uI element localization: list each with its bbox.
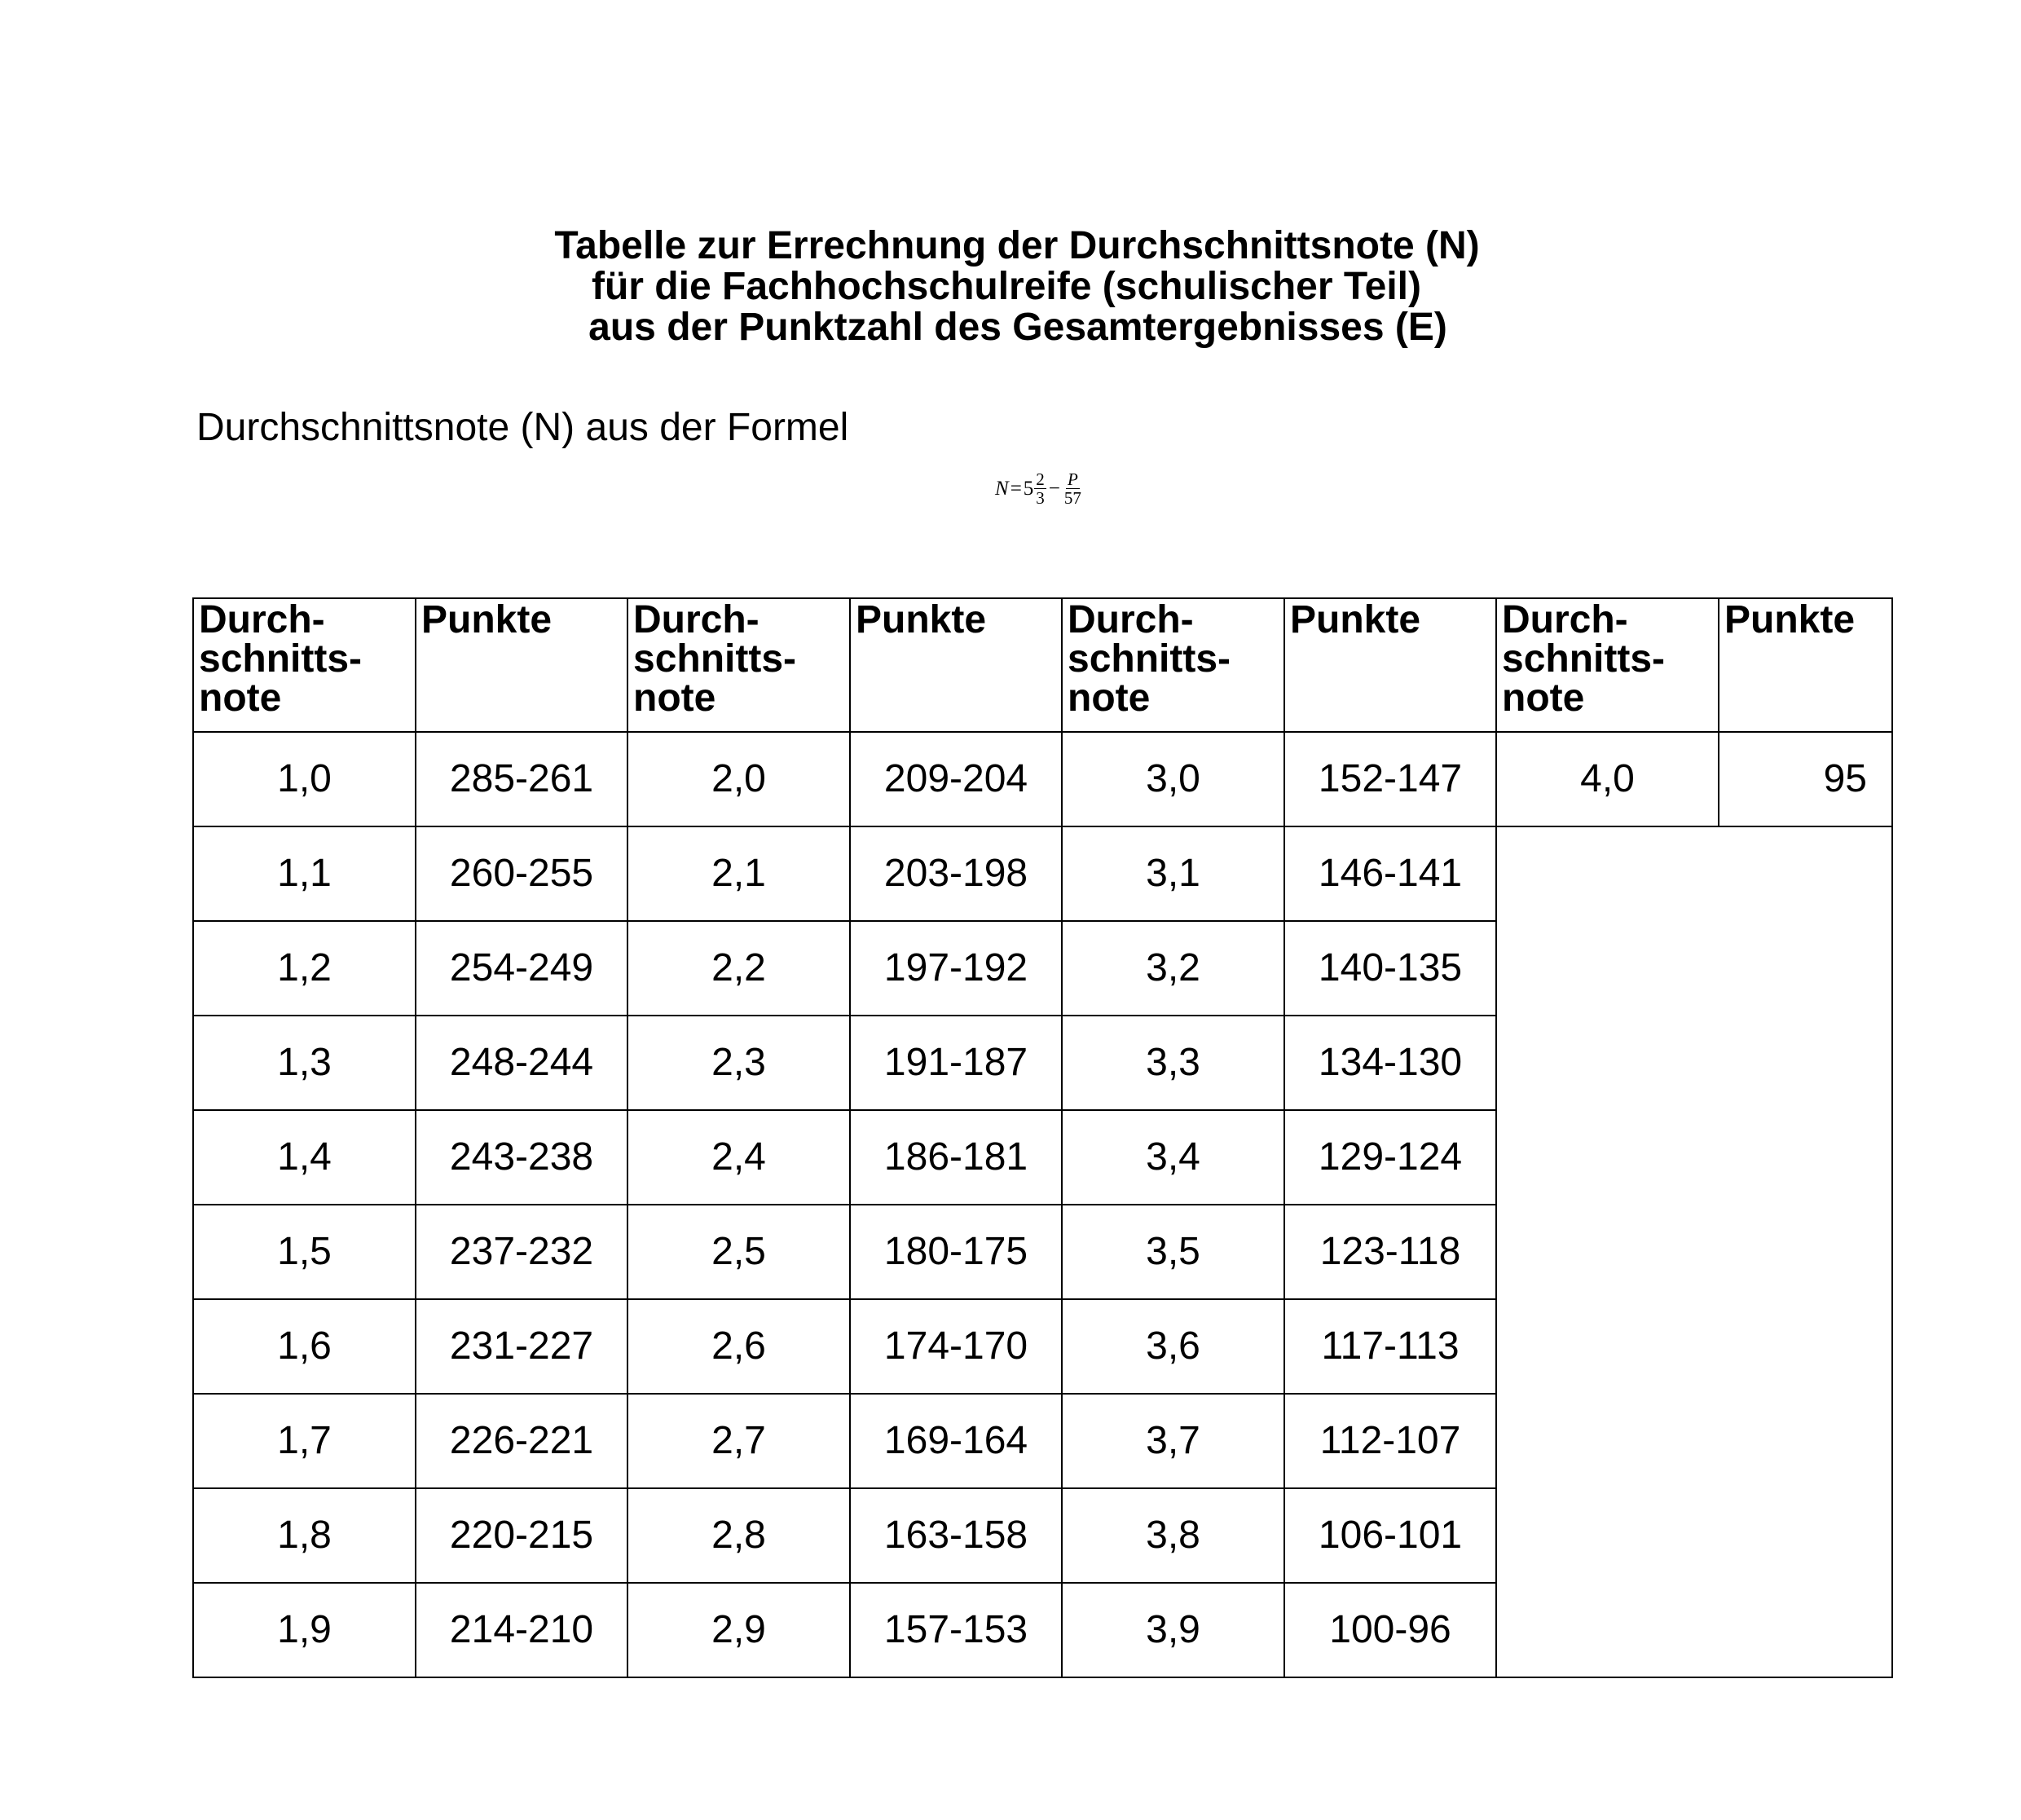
formula-fraction-2-denominator: 57 [1063, 488, 1081, 508]
grade-cell: 1,2 [193, 921, 416, 1016]
title-line-2: für die Fachhochschulreife (schulischer Teil) [591, 265, 1421, 308]
grade-cell: 3,7 [1062, 1394, 1284, 1488]
grade-cell: 1,8 [193, 1488, 416, 1583]
formula-fraction-1-denominator: 3 [1036, 488, 1045, 508]
header-grade: Durch- schnitts- note [1496, 598, 1719, 732]
points-cell: 129-124 [1284, 1110, 1496, 1205]
points-cell: 220-215 [416, 1488, 627, 1583]
points-cell: 95 [1719, 732, 1892, 826]
grade-cell: 3,6 [1062, 1299, 1284, 1394]
document-title [0, 226, 2021, 348]
header-grade: Durch- schnitts- note [193, 598, 416, 732]
points-cell: 112-107 [1284, 1394, 1496, 1488]
points-cell: 243-238 [416, 1110, 627, 1205]
grade-cell: 1,0 [193, 732, 416, 826]
points-cell: 157-153 [850, 1583, 1062, 1677]
formula-equals: = [1010, 478, 1022, 500]
points-cell: 237-232 [416, 1205, 627, 1299]
grade-cell: 2,9 [627, 1583, 850, 1677]
grade-cell: 3,5 [1062, 1205, 1284, 1299]
points-cell: 203-198 [850, 826, 1062, 921]
grade-cell: 3,8 [1062, 1488, 1284, 1583]
grade-cell: 3,3 [1062, 1016, 1284, 1110]
points-cell: 226-221 [416, 1394, 627, 1488]
grade-cell: 2,8 [627, 1488, 850, 1583]
formula-minus: − [1048, 478, 1060, 500]
grade-cell: 2,5 [627, 1205, 850, 1299]
formula-fraction-2 [1063, 470, 1083, 507]
points-cell: 231-227 [416, 1299, 627, 1394]
formula-label: Durchschnittsnote (N) aus der Formel [196, 406, 849, 449]
points-cell: 180-175 [850, 1205, 1062, 1299]
points-cell: 163-158 [850, 1488, 1062, 1583]
points-cell: 209-204 [850, 732, 1062, 826]
grade-cell: 1,1 [193, 826, 416, 921]
header-points: Punkte [850, 598, 1062, 732]
grade-cell: 1,6 [193, 1299, 416, 1394]
points-cell: 197-192 [850, 921, 1062, 1016]
points-cell: 260-255 [416, 826, 627, 921]
points-cell: 174-170 [850, 1299, 1062, 1394]
grade-cell: 2,6 [627, 1299, 850, 1394]
header-points: Punkte [1284, 598, 1496, 732]
grade-cell: 1,9 [193, 1583, 416, 1677]
grade-cell: 3,9 [1062, 1583, 1284, 1677]
grade-cell: 1,3 [193, 1016, 416, 1110]
points-cell: 117-113 [1284, 1299, 1496, 1394]
header-grade: Durch- schnitts- note [1062, 598, 1284, 732]
points-cell: 140-135 [1284, 921, 1496, 1016]
points-cell: 186-181 [850, 1110, 1062, 1205]
formula-whole: 5 [1023, 478, 1034, 500]
grade-cell: 2,2 [627, 921, 850, 1016]
table-row [193, 732, 1892, 826]
grade-cell: 2,7 [627, 1394, 850, 1488]
points-cell: 100-96 [1284, 1583, 1496, 1677]
grade-cell: 2,3 [627, 1016, 850, 1110]
points-cell: 191-187 [850, 1016, 1062, 1110]
grade-cell: 3,2 [1062, 921, 1284, 1016]
header-points: Punkte [1719, 598, 1892, 732]
grade-cell: 3,0 [1062, 732, 1284, 826]
points-cell: 134-130 [1284, 1016, 1496, 1110]
points-cell: 285-261 [416, 732, 627, 826]
grade-cell: 4,0 [1496, 732, 1719, 826]
points-cell: 248-244 [416, 1016, 627, 1110]
grade-cell: 1,5 [193, 1205, 416, 1299]
grade-formula [995, 470, 1084, 507]
header-points: Punkte [416, 598, 627, 732]
points-cell: 106-101 [1284, 1488, 1496, 1583]
grade-cell: 2,4 [627, 1110, 850, 1205]
formula-fraction-1-numerator: 2 [1036, 469, 1045, 489]
points-cell: 254-249 [416, 921, 627, 1016]
grade-cell: 1,4 [193, 1110, 416, 1205]
points-cell: 123-118 [1284, 1205, 1496, 1299]
points-cell: 169-164 [850, 1394, 1062, 1488]
points-cell: 146-141 [1284, 826, 1496, 921]
grade-cell: 3,4 [1062, 1110, 1284, 1205]
title-line-1: Tabelle zur Errechnung der Durchschnittsnote (N) [554, 224, 1480, 267]
table-row [193, 826, 1892, 921]
grade-cell: 2,1 [627, 826, 850, 921]
header-grade: Durch- schnitts- note [627, 598, 850, 732]
grade-cell: 1,7 [193, 1394, 416, 1488]
formula-fraction-1 [1034, 470, 1046, 507]
table-header-row [193, 598, 1892, 732]
grade-table [192, 597, 1893, 1678]
empty-cell [1496, 826, 1892, 1677]
grade-cell: 3,1 [1062, 826, 1284, 921]
formula-lhs: N [995, 478, 1009, 500]
grade-cell: 2,0 [627, 732, 850, 826]
points-cell: 152-147 [1284, 732, 1496, 826]
formula-fraction-2-numerator: P [1067, 469, 1078, 489]
title-line-3: aus der Punktzahl des Gesamtergebnisses (E) [588, 306, 1447, 349]
points-cell: 214-210 [416, 1583, 627, 1677]
